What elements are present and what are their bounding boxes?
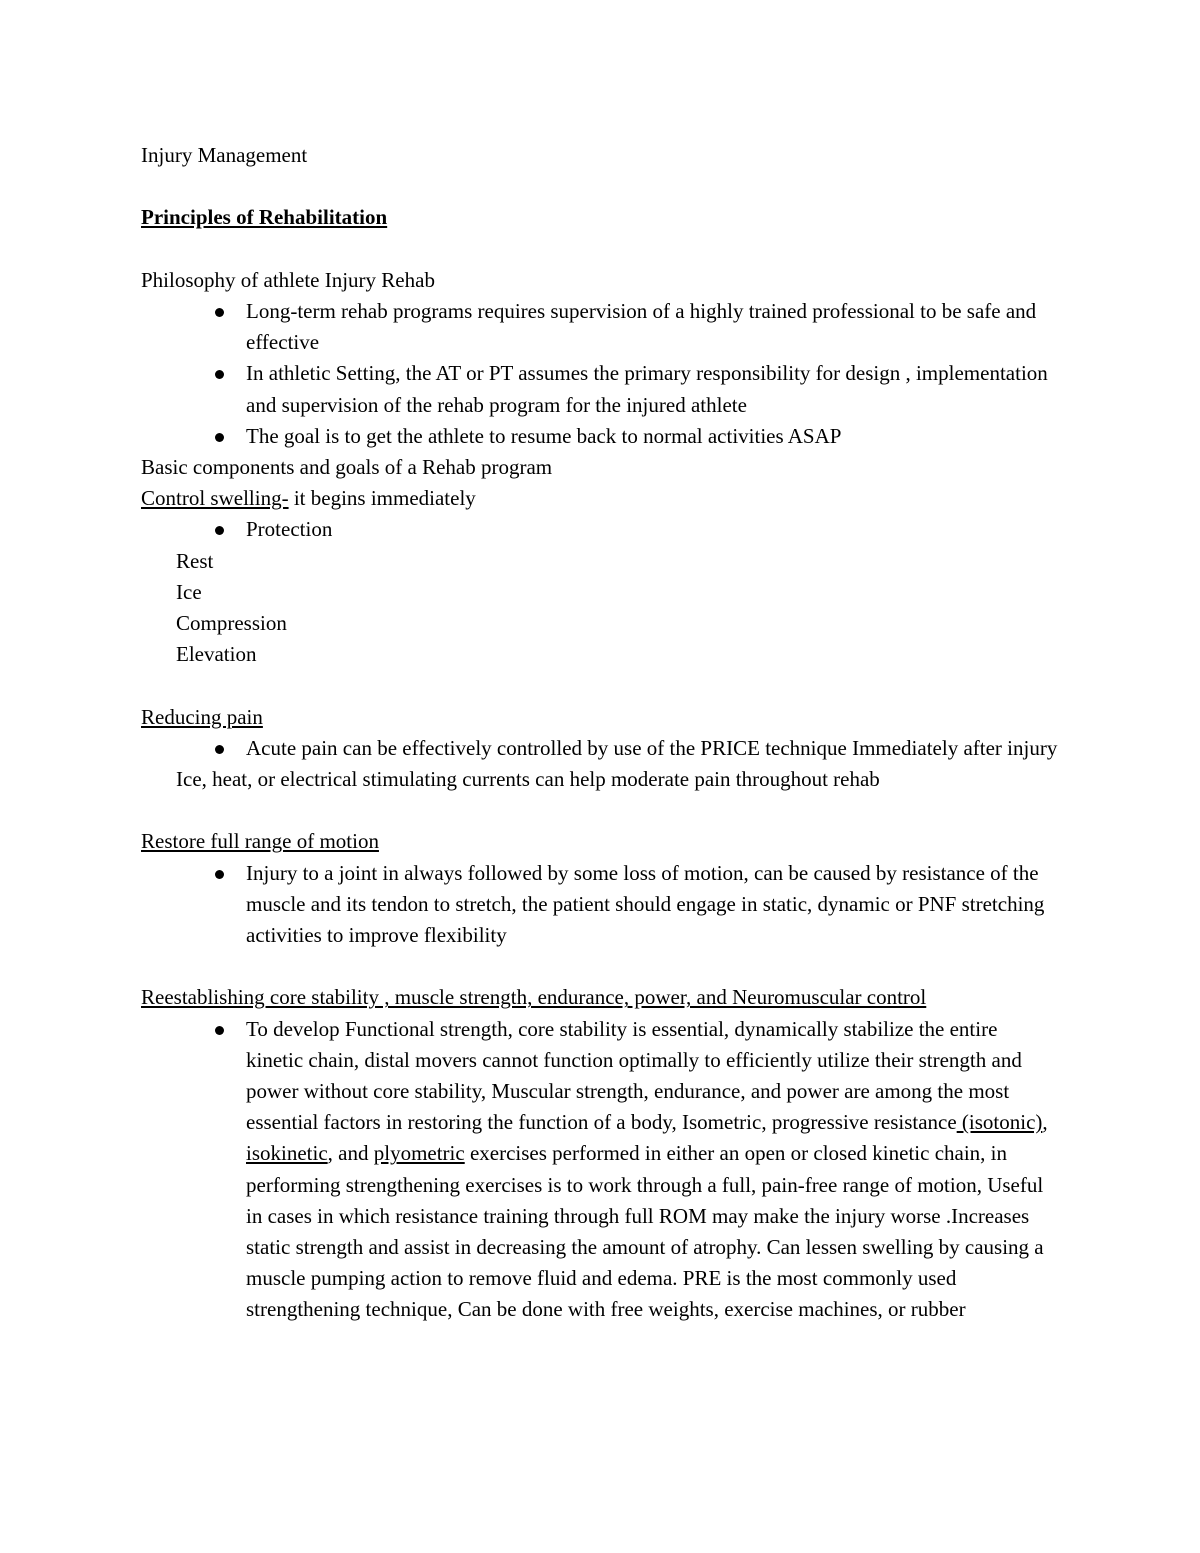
- list-item: [141, 1014, 1058, 1326]
- separator: , and: [327, 1141, 374, 1166]
- list-item: [141, 358, 1058, 420]
- reducing-pain-note: Ice, heat, or electrical stimulating currents can help moderate pain throughout rehab: [176, 767, 880, 792]
- separator: ,: [1042, 1110, 1048, 1135]
- bullet-icon: [215, 433, 224, 442]
- price-item-elevation: Elevation: [176, 642, 257, 667]
- control-swelling-title: Control swelling-: [141, 486, 289, 511]
- list-item-text: The goal is to get the athlete to resume back to normal activities ASAP: [246, 423, 842, 448]
- term-plyometric: plyometric: [373, 1141, 465, 1166]
- price-item-rest: Rest: [176, 548, 214, 573]
- philosophy-heading: Philosophy of athlete Injury Rehab: [141, 267, 435, 292]
- control-swelling-subtitle: it begins immediately: [288, 486, 476, 511]
- bullet-icon: [215, 870, 224, 879]
- list-item-text: Long-term rehab programs requires supervision of a highly trained professional to be safe and effective: [246, 298, 1037, 355]
- list-item: [141, 296, 1058, 358]
- section-heading: Principles of Rehabilitation: [141, 205, 388, 230]
- philosophy-list: [141, 296, 1071, 452]
- list-item-text: In athletic Setting, the AT or PT assumes the primary responsibility for design , implementation and supervision of the rehab program for the injured athlete: [246, 361, 1048, 417]
- term-isokinetic: isokinetic: [246, 1141, 328, 1166]
- list-item-text: Protection: [246, 517, 333, 542]
- bullet-icon: [215, 370, 224, 379]
- bullet-icon: [215, 745, 224, 754]
- list-item: [141, 421, 1058, 452]
- basic-components-heading: Basic components and goals of a Rehab program: [141, 455, 553, 479]
- spacer: [141, 951, 1071, 982]
- reducing-pain-heading: Reducing pain: [141, 704, 263, 729]
- list-item: [141, 733, 1058, 764]
- bullet-icon: [215, 308, 224, 317]
- bullet-icon: [215, 1026, 224, 1035]
- list-item: [141, 858, 1058, 952]
- spacer: [141, 234, 1071, 265]
- price-item-ice: Ice: [176, 579, 202, 604]
- doc-title: Injury Management: [141, 143, 308, 167]
- bullet-icon: [215, 526, 224, 535]
- core-stability-heading: Reestablishing core stability , muscle strength, endurance, power, and Neuromuscular control: [141, 985, 927, 1010]
- list-item-text: Acute pain can be effectively controlled by use of the PRICE technique Immediately after injury: [246, 735, 1058, 760]
- list-item: [141, 514, 1058, 545]
- core-stability-list: [141, 1014, 1071, 1326]
- list-item-text: Injury to a joint in always followed by some loss of motion, can be caused by resistance of the muscle and its tendon to stretch, the patient should engage in static, dynamic or PNF stretching activities to improve flexibility: [246, 860, 1045, 948]
- spacer: [141, 171, 1071, 202]
- core-stability-text-part1: To develop Functional strength, core stability is essential, dynamically stabilize the entire kinetic chain, distal movers cannot function optimally to efficiently utilize their strength and power without core stability, Muscular strength, endurance, and power are among the most essential factors in restoring the function of a body, Isometric, progressive resistance: [246, 1016, 1022, 1135]
- range-of-motion-list: [141, 858, 1071, 952]
- price-item-compression: Compression: [176, 611, 287, 636]
- document-body: [141, 140, 1071, 1326]
- spacer: [141, 795, 1071, 826]
- core-stability-text-part2: exercises performed in either an open or closed kinetic chain, in performing strengthening exercises is to work through a full, pain-free range of motion, Useful in cases in which resistance training through full ROM may make the injury worse .Increases static strength and assist in decreasing the amount of atrophy. Can lessen swelling by causing a muscle pumping action to remove fluid and edema. PRE is the most commonly used strengthening technique, Can be done with free weights, exercise machines, or rubber: [246, 1141, 1044, 1322]
- control-swelling-list: [141, 514, 1071, 545]
- range-of-motion-heading: Restore full range of motion: [141, 829, 379, 854]
- reducing-pain-list: [141, 733, 1071, 764]
- term-isotonic: (isotonic): [956, 1110, 1043, 1135]
- spacer: [141, 670, 1071, 701]
- list-item-text: [246, 1014, 1058, 1326]
- control-swelling-heading: [141, 483, 1071, 514]
